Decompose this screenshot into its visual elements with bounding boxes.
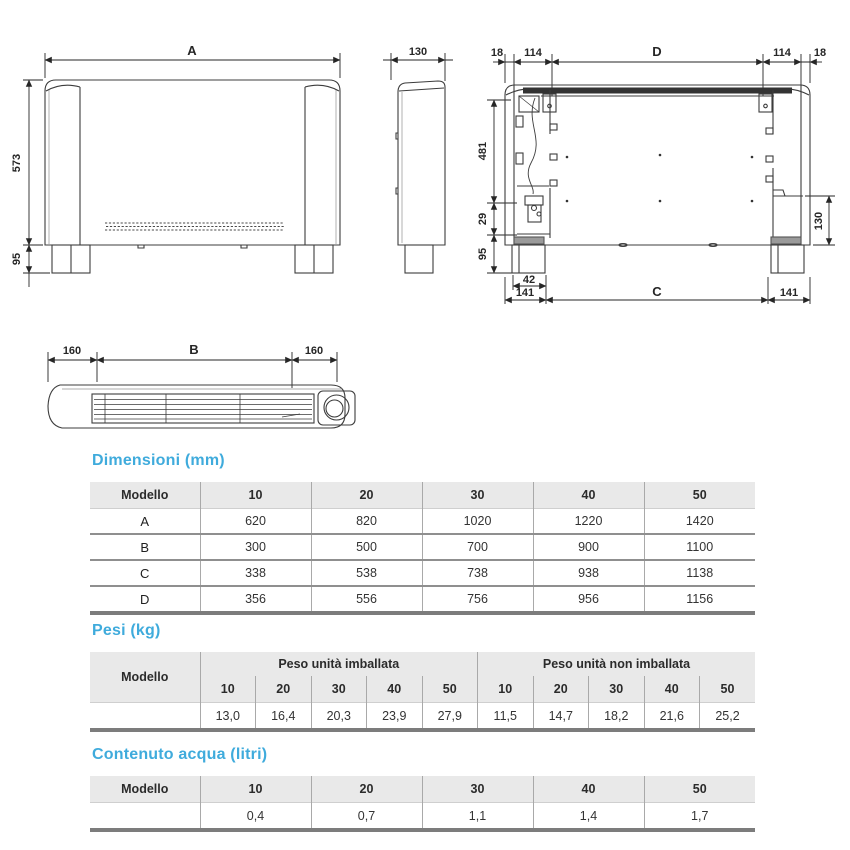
column-header: 30 (589, 676, 645, 703)
dim-label-130-bracket: 130 (813, 211, 825, 231)
front-unit-body (45, 80, 340, 273)
value-cell: 0,4 (200, 803, 311, 831)
value-cell: 500 (311, 534, 422, 560)
value-cell: 620 (200, 509, 311, 535)
dimensions-table (90, 482, 755, 615)
table-row (90, 586, 755, 613)
value-cell: 18,2 (589, 703, 645, 731)
value-cell: 1138 (644, 560, 755, 586)
value-cell: 538 (311, 560, 422, 586)
column-header: Modello (90, 776, 200, 803)
group-header: Peso unità non imballata (478, 652, 756, 676)
column-header: 30 (422, 776, 533, 803)
column-header: 50 (644, 776, 755, 803)
dim-label-141-left: 141 (515, 287, 535, 299)
column-header: 50 (700, 676, 756, 703)
table-header-row (90, 482, 755, 509)
value-cell: 738 (422, 560, 533, 586)
value-cell: 1100 (644, 534, 755, 560)
column-header: 40 (533, 482, 644, 509)
section-title-weights: Pesi (kg) (92, 622, 161, 639)
value-cell: 938 (533, 560, 644, 586)
value-cell: 356 (200, 586, 311, 613)
table-row (90, 803, 755, 831)
table-row (90, 703, 755, 731)
dim-label-D: D (652, 44, 662, 59)
row-label: B (90, 534, 200, 560)
side-unit-body (396, 81, 445, 273)
dim-label-95-rear: 95 (477, 247, 489, 261)
value-cell: 23,9 (367, 703, 423, 731)
value-cell: 756 (422, 586, 533, 613)
side-view-drawing (375, 38, 475, 290)
column-header: Modello (90, 482, 200, 509)
value-cell: 14,7 (533, 703, 589, 731)
row-label (90, 703, 200, 731)
section-title-water: Contenuto acqua (litri) (92, 746, 268, 763)
value-cell: 1020 (422, 509, 533, 535)
value-cell: 700 (422, 534, 533, 560)
rear-view-drawing (473, 38, 850, 316)
table-group-header-row (90, 652, 755, 676)
column-header: 20 (256, 676, 312, 703)
table-row (90, 560, 755, 586)
column-header: 10 (200, 676, 256, 703)
value-cell: 11,5 (478, 703, 534, 731)
value-cell: 27,9 (422, 703, 478, 731)
column-header: 40 (367, 676, 423, 703)
dim-label-573: 573 (11, 153, 23, 173)
dim-label-18-right: 18 (813, 47, 827, 59)
column-header: 20 (533, 676, 589, 703)
dim-label-160-left: 160 (62, 345, 82, 357)
row-label: D (90, 586, 200, 613)
value-cell: 20,3 (311, 703, 367, 731)
value-cell: 820 (311, 509, 422, 535)
front-grille-perforation (105, 223, 284, 230)
value-cell: 338 (200, 560, 311, 586)
top-dimension-lines (48, 352, 337, 388)
value-cell: 16,4 (256, 703, 312, 731)
value-cell: 1156 (644, 586, 755, 613)
value-cell: 13,0 (200, 703, 256, 731)
dim-label-B: B (189, 342, 199, 357)
top-unit-body (48, 385, 355, 428)
dim-label-29: 29 (477, 212, 489, 226)
table-row (90, 534, 755, 560)
column-header: 40 (533, 776, 644, 803)
column-header: 10 (478, 676, 534, 703)
value-cell: 1220 (533, 509, 644, 535)
dim-label-130: 130 (408, 46, 428, 58)
dim-label-A: A (187, 43, 197, 58)
value-cell: 1,4 (533, 803, 644, 831)
top-view-drawing (30, 338, 360, 453)
dim-label-160-right: 160 (304, 345, 324, 357)
value-cell: 1,7 (644, 803, 755, 831)
column-header: 50 (644, 482, 755, 509)
table-header-row (90, 776, 755, 803)
column-header: 50 (422, 676, 478, 703)
column-header: 20 (311, 776, 422, 803)
row-label: C (90, 560, 200, 586)
column-header: 20 (311, 482, 422, 509)
column-header: 40 (644, 676, 700, 703)
group-header: Peso unità imballata (200, 652, 478, 676)
value-cell: 900 (533, 534, 644, 560)
table-row (90, 509, 755, 535)
value-cell: 25,2 (700, 703, 756, 731)
value-cell: 556 (311, 586, 422, 613)
section-title-dimensions: Dimensioni (mm) (92, 452, 225, 469)
column-header: 10 (200, 776, 311, 803)
row-label (90, 803, 200, 831)
rear-unit-body (505, 85, 810, 273)
dim-label-114-left: 114 (524, 47, 542, 59)
water-table (90, 776, 755, 832)
dim-label-C: C (652, 284, 662, 299)
value-cell: 21,6 (644, 703, 700, 731)
value-cell: 1,1 (422, 803, 533, 831)
value-cell: 1420 (644, 509, 755, 535)
dim-label-42: 42 (522, 274, 536, 286)
value-cell: 956 (533, 586, 644, 613)
dim-label-18-left: 18 (490, 47, 504, 59)
row-label: A (90, 509, 200, 535)
column-header: 30 (422, 482, 533, 509)
dim-label-481: 481 (477, 141, 489, 161)
dim-label-95: 95 (11, 252, 23, 266)
column-header: 10 (200, 482, 311, 509)
dim-label-141-right: 141 (779, 287, 799, 299)
value-cell: 300 (200, 534, 311, 560)
column-header: Modello (90, 652, 200, 703)
value-cell: 0,7 (311, 803, 422, 831)
column-header: 30 (311, 676, 367, 703)
weights-table (90, 652, 755, 732)
front-view-drawing (8, 38, 353, 290)
dim-label-114-right: 114 (773, 47, 791, 59)
